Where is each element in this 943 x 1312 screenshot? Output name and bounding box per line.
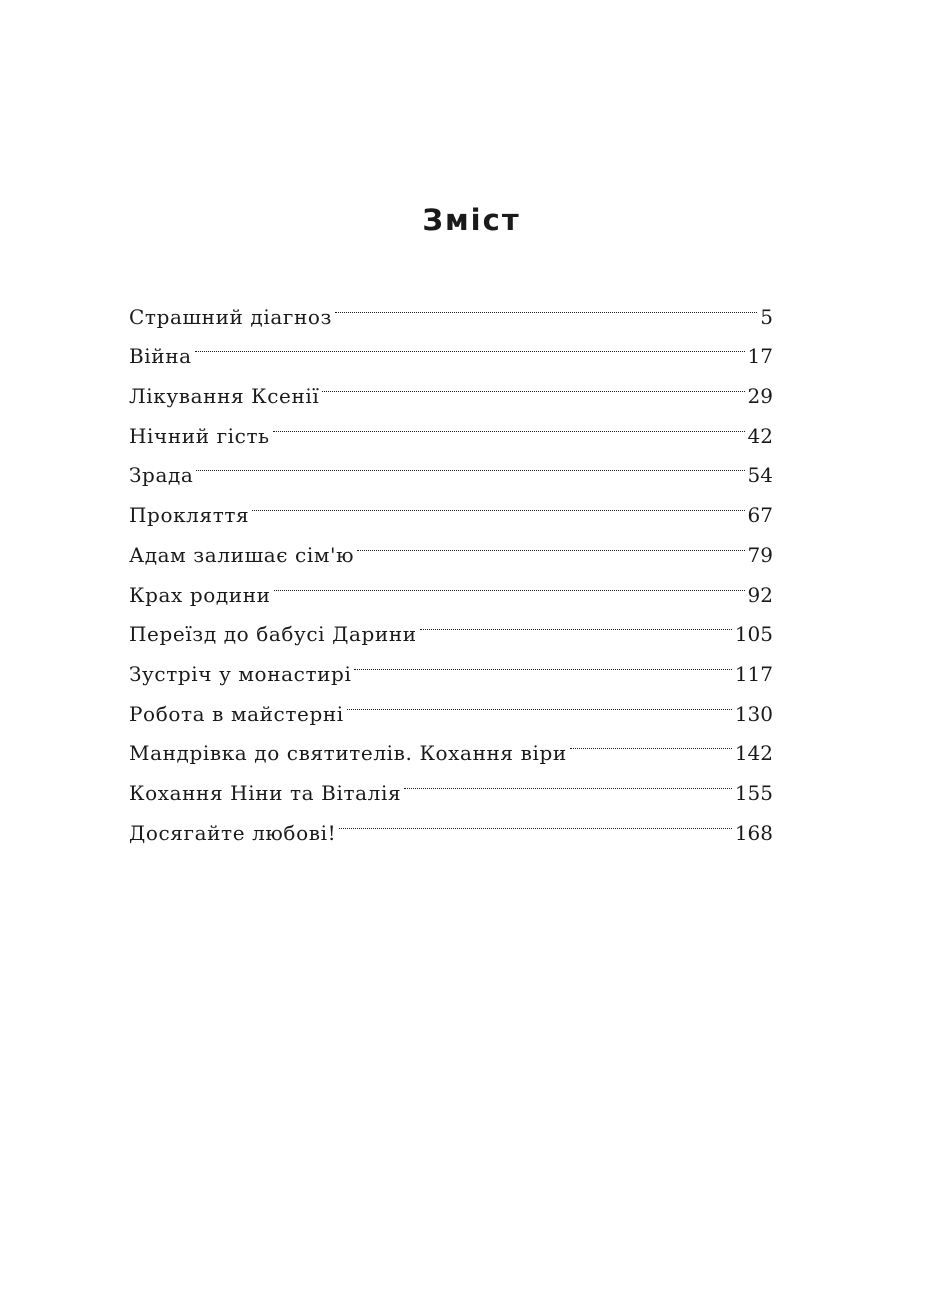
toc-entry [129, 443, 773, 488]
toc-page-number: 155 [734, 780, 773, 805]
toc-entry-title: Страшний діагноз [129, 304, 333, 329]
toc-entry-title: Адам залишає сім'ю [129, 542, 355, 567]
dot-leader [273, 403, 745, 443]
dot-leader [347, 681, 732, 721]
toc-entry-title: Робота в майстерні [129, 701, 344, 726]
toc-entry-title: Зрада [129, 463, 194, 488]
toc-entry-title: Зустріч у монастирі [129, 661, 352, 686]
toc-entry-title: Нічний гість [129, 423, 270, 448]
dot-leader [196, 443, 744, 483]
toc-page-number: 117 [734, 661, 773, 686]
toc-entry-title: Мандрівка до святителів. Кохання віри [129, 741, 567, 766]
toc-entry [129, 284, 773, 329]
toc-page-number: 17 [747, 344, 773, 369]
table-of-contents [129, 284, 773, 845]
toc-entry-title: Війна [129, 344, 192, 369]
toc-entry-title: Переїзд до бабусі Дарини [129, 622, 417, 647]
dot-leader [420, 602, 732, 642]
dot-leader [322, 363, 744, 403]
dot-leader [404, 760, 732, 800]
toc-page-number: 130 [734, 701, 773, 726]
toc-entry-title: Крах родини [129, 582, 271, 607]
toc-entry-title: Досягайте любові! [129, 820, 337, 845]
toc-entry-title: Прокляття [129, 503, 250, 528]
toc-page-number: 42 [747, 423, 773, 448]
page-title: Зміст [422, 203, 521, 237]
toc-page-number: 142 [734, 741, 773, 766]
toc-page-number: 79 [747, 542, 773, 567]
toc-entry [129, 482, 773, 528]
dot-leader [252, 482, 744, 522]
dot-leader [335, 284, 757, 324]
toc-entry-title: Кохання Ніни та Віталія [129, 780, 402, 805]
toc-page-number: 67 [747, 503, 773, 528]
dot-leader [354, 641, 731, 681]
toc-page-number: 54 [747, 463, 773, 488]
toc-page-number: 92 [747, 582, 773, 607]
toc-page-number: 105 [734, 622, 773, 647]
dot-leader [274, 562, 745, 602]
dot-leader [357, 522, 744, 562]
dot-leader [195, 324, 745, 364]
dot-leader [570, 721, 732, 761]
toc-entry [129, 324, 773, 369]
toc-page-number: 168 [734, 820, 773, 845]
toc-entry [129, 363, 773, 409]
toc-page-number: 5 [760, 304, 773, 329]
toc-page-number: 29 [747, 384, 773, 409]
toc-entry-title: Лікування Ксенії [129, 384, 320, 409]
dot-leader [339, 800, 732, 840]
